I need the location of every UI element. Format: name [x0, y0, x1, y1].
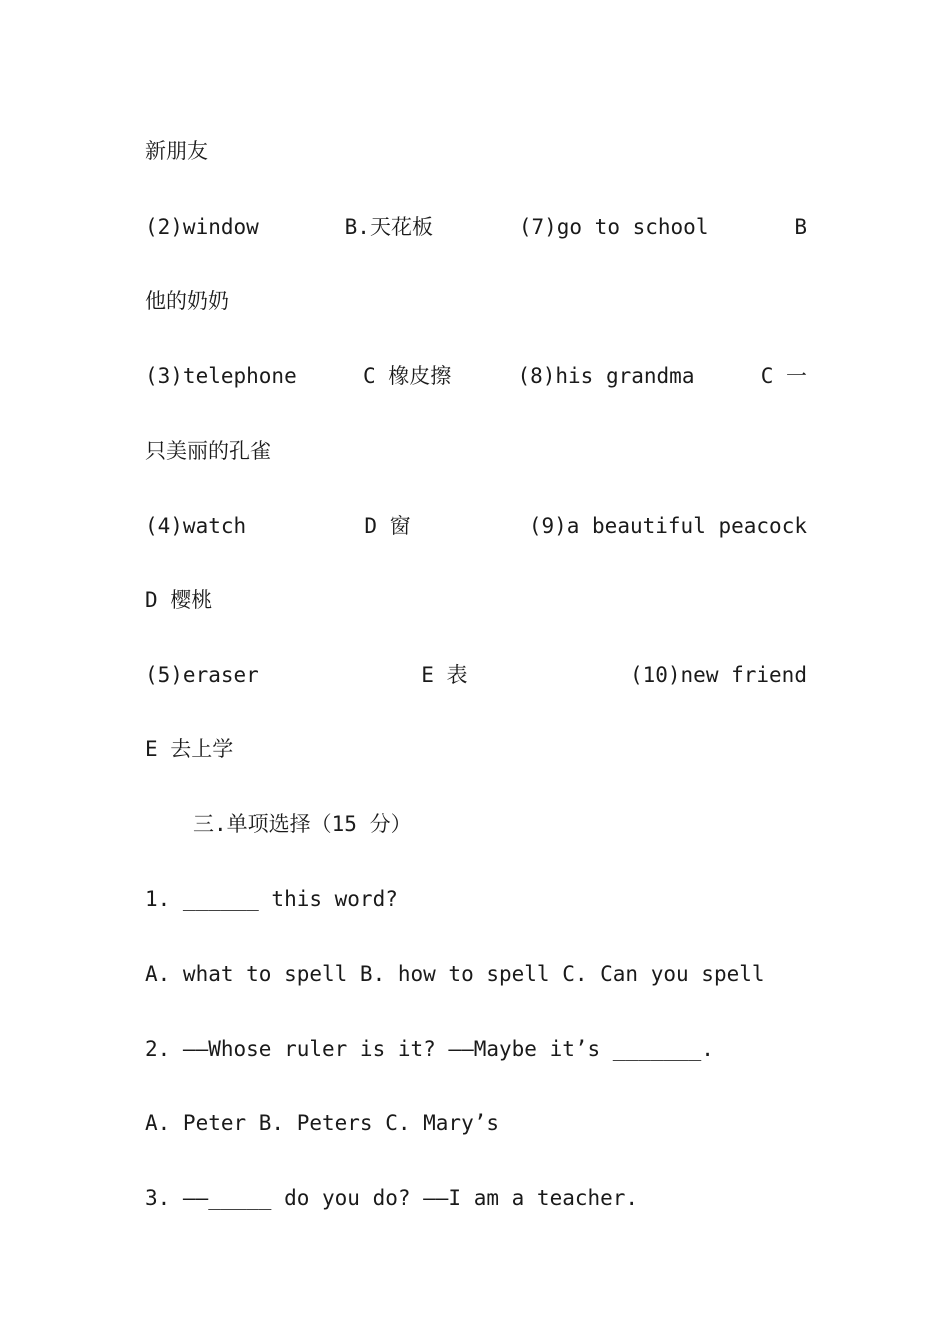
text-line: 只美丽的孔雀	[145, 439, 271, 463]
option-c-eraser: C 橡皮擦	[362, 364, 452, 388]
question-2: 2. ——Whose ruler is it? ——Maybe it’s _______.	[145, 1037, 714, 1061]
text-line: D 樱桃	[145, 588, 213, 612]
matching-row-3	[145, 361, 807, 391]
option-b-ceiling: B.天花板	[344, 215, 433, 239]
item-telephone: (3)telephone	[145, 364, 297, 388]
matching-row-2	[145, 212, 807, 242]
item-beautiful-peacock: (9)a beautiful peacock	[528, 514, 807, 538]
text-line: E 去上学	[145, 737, 234, 761]
question-1-options: A. what to spell B. how to spell C. Can you spell	[145, 962, 765, 986]
item-new-friend: (10)new friend	[629, 663, 807, 687]
option-c: C 一	[760, 364, 807, 388]
question-1: 1. ______ this word?	[145, 887, 398, 911]
question-3: 3. ——_____ do you do? ——I am a teacher.	[145, 1186, 639, 1210]
item-his-grandma: (8)his grandma	[517, 364, 695, 388]
section-heading: 三.单项选择（15 分）	[193, 812, 412, 836]
matching-row-4	[145, 511, 807, 541]
option-e-watch: E 表	[421, 663, 468, 687]
item-window: (2)window	[145, 215, 259, 239]
text-line: 新朋友	[145, 139, 208, 163]
matching-row-5	[145, 660, 807, 690]
option-b: B	[794, 215, 807, 239]
question-2-options: A. Peter B. Peters C. Mary’s	[145, 1111, 500, 1135]
item-eraser: (5)eraser	[145, 663, 259, 687]
text-line: 他的奶奶	[145, 289, 229, 313]
option-d-window: D 窗	[364, 514, 411, 538]
item-watch: (4)watch	[145, 514, 247, 538]
item-go-to-school: (7)go to school	[518, 215, 709, 239]
